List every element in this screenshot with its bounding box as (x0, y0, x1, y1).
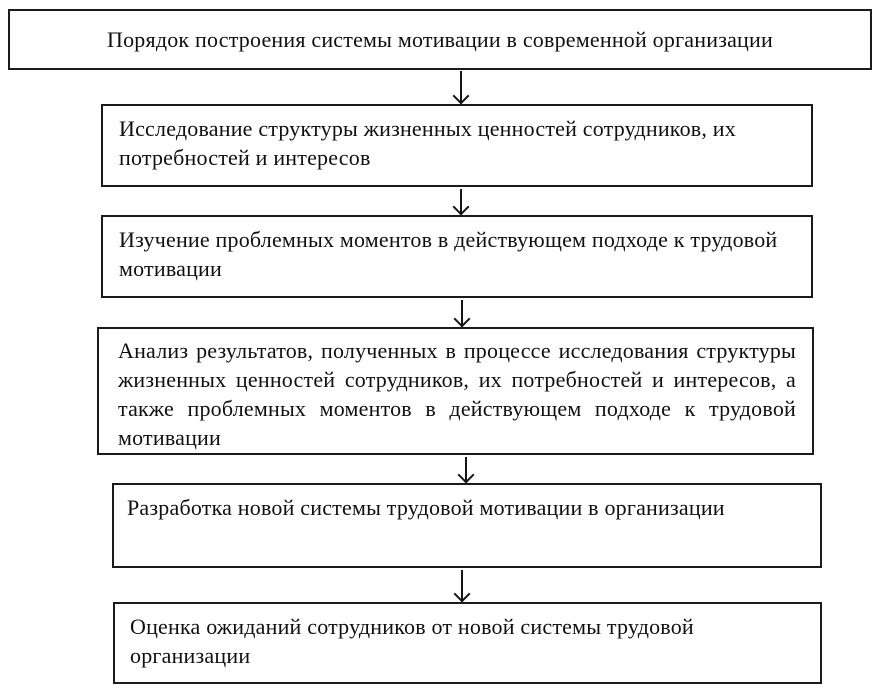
down-arrow-icon (456, 457, 476, 483)
flow-step-evaluate-expectations: Оценка ожиданий сотрудников от новой системы трудовой организации (113, 602, 822, 684)
down-arrow-icon (452, 300, 472, 327)
flow-step-research-values: Исследование структуры жизненных ценностей сотрудников, их потребностей и интересов (101, 104, 813, 187)
flow-step-analyze-results: Анализ результатов, полученных в процессе исследования структуры жизненных ценностей сотрудников, их потребностей и интересов, а также проблемных моментов в действующем подходе к трудовой мотивации (97, 327, 814, 455)
flow-step-study-problems: Изучение проблемных моментов в действующем подходе к трудовой мотивации (101, 215, 813, 298)
flow-step-develop-system: Разработка новой системы трудовой мотивации в организации (112, 483, 822, 568)
flowchart-title-box (8, 9, 872, 70)
flowchart-title: Порядок построения системы мотивации в современной организации (107, 27, 773, 52)
down-arrow-icon (452, 570, 472, 602)
down-arrow-icon (451, 71, 471, 104)
down-arrow-icon (451, 189, 471, 215)
